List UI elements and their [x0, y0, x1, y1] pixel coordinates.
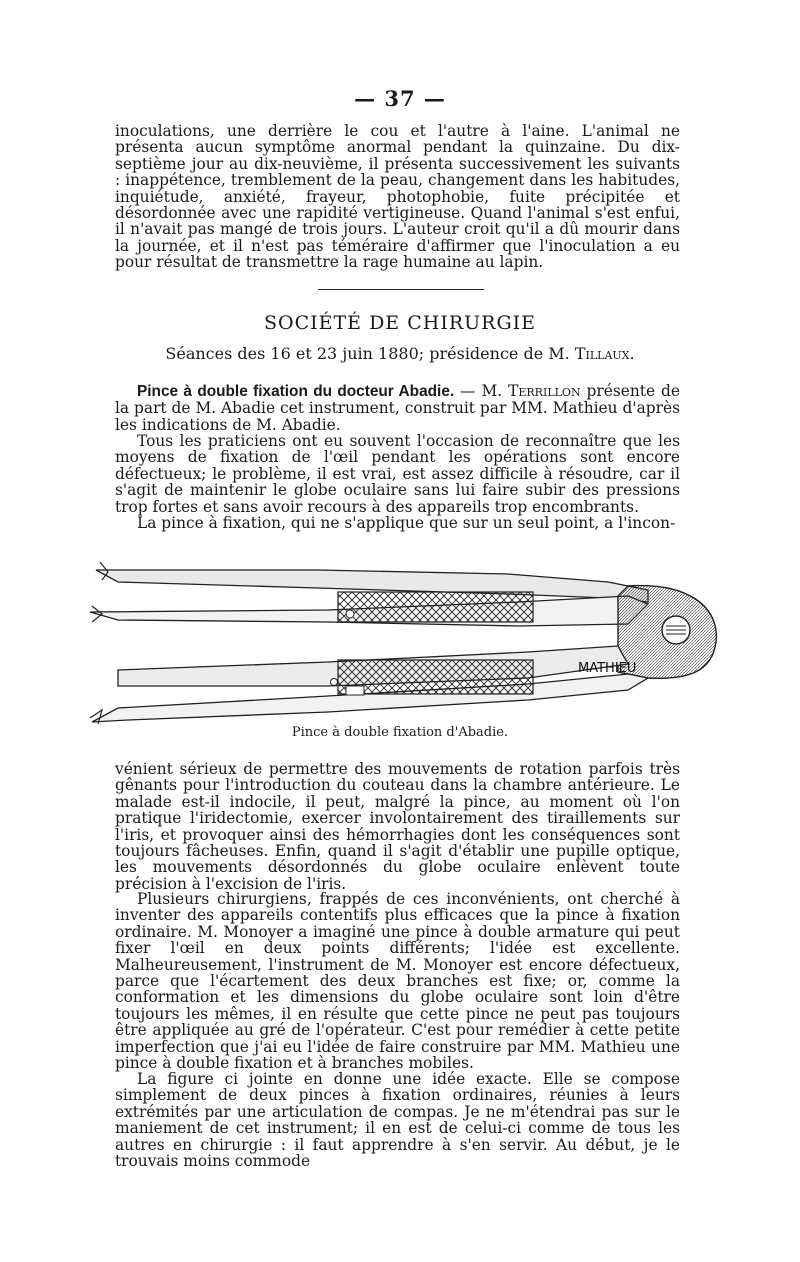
article-title: Pince à double fixation du docteur Abadie.: [137, 383, 455, 400]
section-rule: [318, 289, 484, 290]
session-text: Séances des 16 et 23 juin 1880; présidence de M.: [165, 344, 570, 363]
article-lead-dash: — M.: [454, 382, 509, 400]
article-paragraph-3-end: vénient sérieux de permettre des mouvements de rotation parfois très gênants pour l'introduction du couteau dans la chambre antérieure. Le malade est-il indocile, il peut, malgré la pince, au moment où l'on pratique l'iridectomie, exercer involontairement des tiraillements sur l'iris, et provoquer ainsi des hémorrhagies dont les conséquences sont toujours fâcheuses. Enfin, quand il s'agit d'établir une pupille optique, les mouvements désordonnés du globe oculaire enlèvent toute précision à l'excision de l'iris.: [115, 760, 680, 893]
figure-caption: Pince à double fixation d'Abadie.: [291, 725, 509, 740]
article-paragraph-3-start: La pince à fixation, qui ne s'applique que sur un seul point, a l'incon-: [137, 514, 676, 532]
forceps-grip-lower: [338, 660, 533, 694]
forceps-grip-upper: [338, 592, 533, 622]
article-paragraph-2: Tous les praticiens ont eu souvent l'occasion de reconnaître que les moyens de fixation de l'œil pendant les opérations sont encore défectueux; le problème, il est vrai, est assez difficile à résoudre, car il s'agit de maintenir le globe oculaire sans lui faire subir des pressions trop fortes et sans avoir recours à des appareils trop encombrants.: [115, 432, 680, 516]
article-presenter: Terrillon: [508, 382, 581, 400]
intro-paragraph: inoculations, une derrière le cou et l'autre à l'aine. L'animal ne présenta aucun symptôme anormal pendant la quinzaine. Du dix-septième jour au dix-neuvième, il présenta successivement les suivants : inappétence, tremblement de la peau, changement dans les habitudes, inquiétude, anxiété, frayeur, photophobie, fuite précipitée et désordonnée avec une rapidité vertigineuse. Quand l'animal s'est enfui, il n'avait pas mangé de trois jours. L'auteur croit qu'il a dû mourir dans la journée, et il n'est pas téméraire d'affirmer que l'inoculation a eu pour résultat de transmettre la rage humaine au lapin.: [115, 122, 680, 272]
session-president: Tillaux.: [574, 344, 635, 363]
forceps-maker-engraving: MATHIEU: [578, 661, 637, 676]
article-paragraph-4: Plusieurs chirurgiens, frappés de ces inconvénients, ont cherché à inventer des appareils contentifs plus efficaces que la pince à fixation ordinaire. M. Monoyer a imaginé une pince à double armature qui peut fixer l'œil en deux points différents; l'idée est excellente. Malheureusement, l'instrument de M. Monoyer est encore défectueux, parce que l'écartement des deux branches est fixe; or, comme la conformation et les dimensions du globe oculaire sont loin d'être toujours les mêmes, il en résulte que cette pince ne peut pas toujours être appliquée au gré de l'opérateur. C'est pour remédier à cette petite imperfection que j'ai eu l'idée de faire construire par MM. Mathieu une pince à double fixation et à branches mobiles.: [115, 890, 680, 1073]
session-line: [0, 344, 800, 363]
section-title: SOCIÉTÉ DE CHIRURGIE: [263, 312, 537, 334]
article-lead-paragraph: [115, 383, 680, 433]
forceps-illustration: [88, 552, 720, 727]
article-lead-rest: présente de la part de M. Abadie cet instrument, construit par MM. Mathieu d'après les indications de M. Abadie.: [115, 382, 681, 434]
forceps-figure: [88, 552, 720, 727]
article-paragraph-5: La figure ci jointe en donne une idée exacte. Elle se compose simplement de deux pinces à fixation ordinaires, réunies à leurs extrémités par une articulation de compas. Je ne m'étendrai pas sur le maniement de cet instrument; il en est de celui-ci comme de tous les autres en chirurgie : il faut apprendre à s'en servir. Au début, je le trouvais moins commode: [115, 1070, 680, 1171]
page-number: — 37 —: [354, 86, 446, 111]
